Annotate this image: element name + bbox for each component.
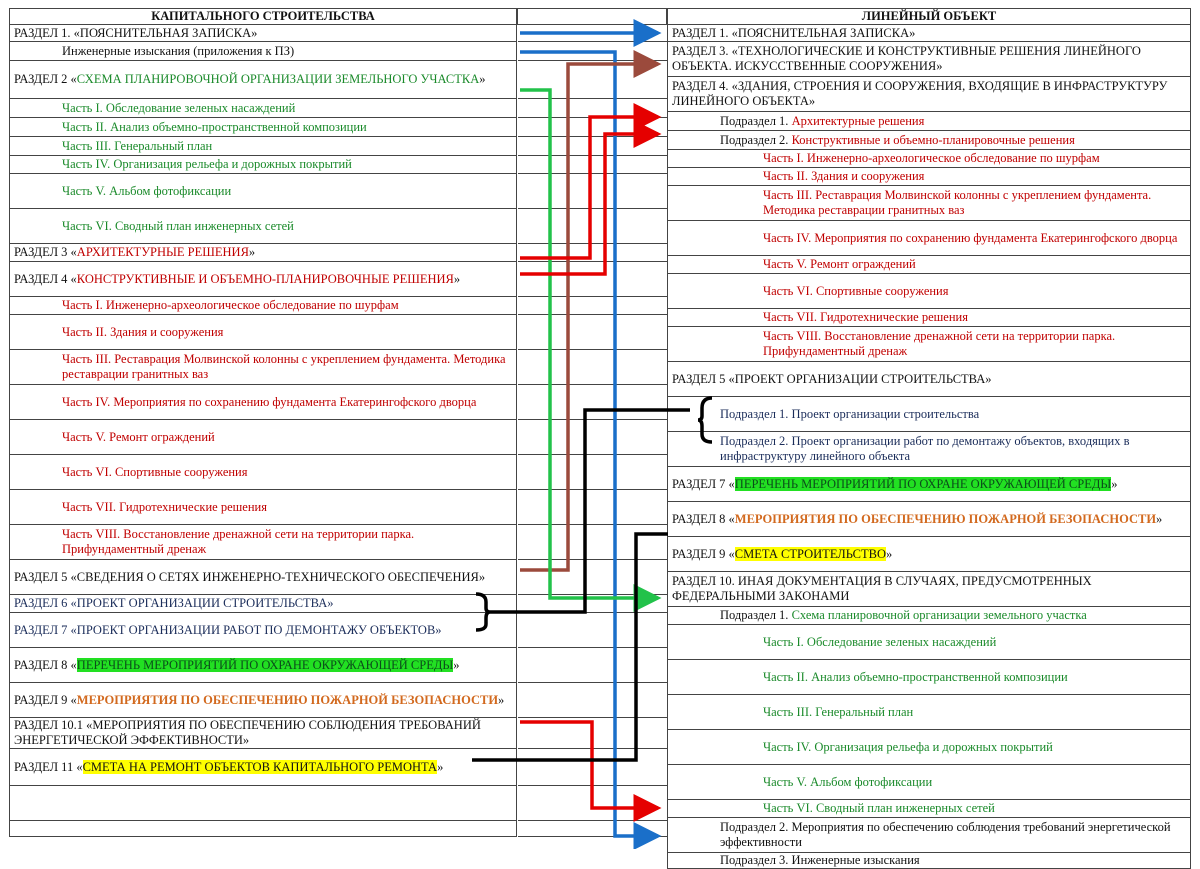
left-row-section-4-text-1: КОНСТРУКТИВНЫЕ И ОБЪЕМНО-ПЛАНИРОВОЧНЫЕ РЕШЕНИЯ — [76, 271, 454, 286]
right-row-s10-part-1: Часть I. Обследование зеленых насаждений — [668, 625, 1191, 660]
right-row-section-8-text-2: » — [1156, 511, 1163, 526]
right-row-sub2-part-3: Часть III. Реставрация Молвинской колонны с укреплением фундамента. Методика реставрации гранитных ваз — [668, 186, 1191, 221]
left-row-section-11-text-1: СМЕТА НА РЕМОНТ ОБЪЕКТОВ КАПИТАЛЬНОГО РЕМОНТА — [82, 759, 438, 774]
middle-cell — [518, 156, 667, 174]
left-row-section-9-text-0: РАЗДЕЛ 9 « — [14, 692, 77, 707]
right-row-sub-1-text-1: Архитектурные решения — [791, 113, 925, 128]
right-row-section-9-text-2: » — [885, 546, 893, 561]
right-row-s10-sub-1 — [668, 607, 1191, 625]
left-row-section-1: РАЗДЕЛ 1. «ПОЯСНИТЕЛЬНАЯ ЗАПИСКА» — [10, 25, 517, 42]
left-row-section-8 — [10, 648, 517, 683]
left-row-s2-part-6: Часть VI. Сводный план инженерных сетей — [10, 209, 517, 244]
right-row-section-9-text-1: СМЕТА СТРОИТЕЛЬСТВО — [734, 546, 886, 561]
left-row-section-4 — [10, 262, 517, 297]
right-row-section-7-text-1: ПЕРЕЧЕНЬ МЕРОПРИЯТИЙ ПО ОХРАНЕ ОКРУЖАЮЩЕЙ СРЕДЫ — [734, 476, 1112, 491]
left-row-s2-part-2: Часть II. Анализ объемно-пространственной композиции — [10, 118, 517, 137]
middle-cell — [518, 61, 667, 99]
middle-cell — [518, 99, 667, 118]
right-row-sub2-part-6: Часть VI. Спортивные сооружения — [668, 274, 1191, 309]
middle-cell — [518, 648, 667, 683]
middle-cell — [518, 244, 667, 262]
left-row-section-4-text-0: РАЗДЕЛ 4 « — [14, 271, 77, 286]
right-row-sub2-part-1: Часть I. Инженерно-археологическое обследование по шурфам — [668, 150, 1191, 168]
right-row-s10-part-4: Часть IV. Организация рельефа и дорожных покрытий — [668, 730, 1191, 765]
left-row-section-9-text-1: МЕРОПРИЯТИЯ ПО ОБЕСПЕЧЕНИЮ ПОЖАРНОЙ БЕЗОПАСНОСТИ — [76, 692, 499, 707]
middle-cell — [518, 209, 667, 244]
right-header: ЛИНЕЙНЫЙ ОБЪЕКТ — [668, 9, 1191, 25]
right-row-s10-sub-3: Подраздел 3. Инженерные изыскания — [668, 853, 1191, 869]
middle-arrow-column — [517, 8, 667, 837]
right-row-s10-part-2: Часть II. Анализ объемно-пространственной композиции — [668, 660, 1191, 695]
middle-cell — [518, 490, 667, 525]
left-table — [9, 8, 517, 837]
right-row-s5-sub-1: Подраздел 1. Проект организации строительства — [668, 397, 1191, 432]
left-row-s4-part-4: Часть IV. Мероприятия по сохранению фундамента Екатерингофского дворца — [10, 385, 517, 420]
right-row-section-9-text-0: РАЗДЕЛ 9 « — [672, 546, 735, 561]
left-row-section-3-text-1: АРХИТЕКТУРНЫЕ РЕШЕНИЯ — [76, 245, 249, 259]
right-row-s10-part-6: Часть VI. Сводный план инженерных сетей — [668, 800, 1191, 818]
middle-cell — [518, 42, 667, 61]
middle-cell — [518, 420, 667, 455]
right-row-section-8-text-1: МЕРОПРИЯТИЯ ПО ОБЕСПЕЧЕНИЮ ПОЖАРНОЙ БЕЗОПАСНОСТИ — [734, 511, 1157, 526]
left-row-s4-part-2: Часть II. Здания и сооружения — [10, 315, 517, 350]
left-row-section-11-text-2: » — [437, 759, 444, 774]
left-row-s4-part-6: Часть VI. Спортивные сооружения — [10, 455, 517, 490]
left-row-s2-part-3: Часть III. Генеральный план — [10, 137, 517, 156]
left-row-section-11-text-0: РАЗДЕЛ 11 « — [14, 759, 83, 774]
middle-cell — [518, 749, 667, 786]
left-row-section-7: РАЗДЕЛ 7 «ПРОЕКТ ОРГАНИЗАЦИИ РАБОТ ПО ДЕМОНТАЖУ ОБЪЕКТОВ» — [10, 613, 517, 648]
right-row-s10-part-3: Часть III. Генеральный план — [668, 695, 1191, 730]
middle-table — [517, 8, 667, 837]
left-row-s4-part-5: Часть V. Ремонт ограждений — [10, 420, 517, 455]
left-row-s2-part-4: Часть IV. Организация рельефа и дорожных покрытий — [10, 156, 517, 174]
right-row-section-7-text-0: РАЗДЕЛ 7 « — [672, 476, 735, 491]
right-row-sub2-part-7: Часть VII. Гидротехнические решения — [668, 309, 1191, 327]
left-row-section-2 — [10, 61, 517, 99]
right-row-section-9 — [668, 537, 1191, 572]
left-row-s4-part-8: Часть VIII. Восстановление дренажной сети на территории парка. Прифундаментный дренаж — [10, 525, 517, 560]
right-row-s5-sub-2: Подраздел 2. Проект организации работ по демонтажу объектов, входящих в инфраструктуру линейного объекта — [668, 432, 1191, 467]
left-row-section-8-text-0: РАЗДЕЛ 8 « — [14, 657, 77, 672]
right-row-s10-part-5: Часть V. Альбом фотофиксации — [668, 765, 1191, 800]
right-row-s10-sub-1-text-1: Схема планировочной организации земельного участка — [791, 608, 1087, 622]
left-row-surveys: Инженерные изыскания (приложения к ПЗ) — [10, 42, 517, 61]
middle-cell — [518, 385, 667, 420]
left-row-section-3-text-2: » — [248, 245, 256, 259]
left-row-s4-part-1: Часть I. Инженерно-археологическое обследование по шурфам — [10, 297, 517, 315]
middle-cell — [518, 455, 667, 490]
middle-cell — [518, 262, 667, 297]
left-column-capital-construction — [9, 8, 517, 837]
middle-cell — [518, 315, 667, 350]
right-row-section-7-text-2: » — [1111, 476, 1118, 491]
right-column-linear-object — [667, 8, 1191, 869]
right-row-section-7 — [668, 467, 1191, 502]
middle-cell — [518, 25, 667, 42]
left-row-section-9-text-2: » — [498, 692, 505, 707]
left-row-section-4-text-2: » — [453, 271, 461, 286]
right-row-s10-sub-1-text-0: Подраздел 1. — [720, 608, 792, 622]
middle-cell — [518, 350, 667, 385]
right-row-sub2-part-5: Часть V. Ремонт ограждений — [668, 256, 1191, 274]
middle-cell — [518, 821, 667, 837]
middle-cell — [518, 118, 667, 137]
right-row-section-4: РАЗДЕЛ 4. «ЗДАНИЯ, СТРОЕНИЯ И СООРУЖЕНИЯ, ВХОДЯЩИЕ В ИНФРАСТРУКТУРУ ЛИНЕЙНОГО ОБЪЕКТА» — [668, 77, 1191, 112]
middle-cell — [518, 174, 667, 209]
left-row-s4-part-3: Часть III. Реставрация Молвинской колонны с укреплением фундамента. Методика реставрации гранитных ваз — [10, 350, 517, 385]
right-row-section-10: РАЗДЕЛ 10. ИНАЯ ДОКУМЕНТАЦИЯ В СЛУЧАЯХ, ПРЕДУСМОТРЕННЫХ ФЕДЕРАЛЬНЫМИ ЗАКОНАМИ — [668, 572, 1191, 607]
left-row-section-9 — [10, 683, 517, 718]
left-row-section-11 — [10, 749, 517, 786]
left-row-empty-1 — [10, 786, 517, 821]
left-row-s2-part-1: Часть I. Обследование зеленых насаждений — [10, 99, 517, 118]
middle-header — [518, 9, 667, 25]
right-row-sub2-part-2: Часть II. Здания и сооружения — [668, 168, 1191, 186]
right-row-s10-sub-2: Подраздел 2. Мероприятия по обеспечению соблюдения требований энергетической эффективности — [668, 818, 1191, 853]
middle-cell — [518, 718, 667, 749]
left-row-section-8-text-2: » — [453, 657, 460, 672]
left-row-section-2-text-1: СХЕМА ПЛАНИРОВОЧНОЙ ОРГАНИЗАЦИИ ЗЕМЕЛЬНОГО УЧАСТКА — [76, 72, 480, 86]
left-row-empty-2 — [10, 821, 517, 837]
right-row-section-8-text-0: РАЗДЕЛ 8 « — [672, 511, 735, 526]
left-header: КАПИТАЛЬНОГО СТРОИТЕЛЬСТВА — [10, 9, 517, 25]
middle-cell — [518, 595, 667, 613]
left-row-section-10-1: РАЗДЕЛ 10.1 «МЕРОПРИЯТИЯ ПО ОБЕСПЕЧЕНИЮ СОБЛЮДЕНИЯ ТРЕБОВАНИЙ ЭНЕРГЕТИЧЕСКОЙ ЭФФЕКТИВНОСТИ» — [10, 718, 517, 749]
middle-cell — [518, 137, 667, 156]
middle-cell — [518, 786, 667, 821]
right-row-section-5: РАЗДЕЛ 5 «ПРОЕКТ ОРГАНИЗАЦИИ СТРОИТЕЛЬСТВА» — [668, 362, 1191, 397]
left-row-s4-part-7: Часть VII. Гидротехнические решения — [10, 490, 517, 525]
right-row-section-8 — [668, 502, 1191, 537]
right-row-sub-2 — [668, 131, 1191, 150]
middle-cell — [518, 525, 667, 560]
left-row-s2-part-5: Часть V. Альбом фотофиксации — [10, 174, 517, 209]
right-row-sub2-part-8: Часть VIII. Восстановление дренажной сети на территории парка. Прифундаментный дренаж — [668, 327, 1191, 362]
right-row-section-3: РАЗДЕЛ 3. «ТЕХНОЛОГИЧЕСКИЕ И КОНСТРУКТИВНЫЕ РЕШЕНИЯ ЛИНЕЙНОГО ОБЪЕКТА. ИСКУССТВЕННЫЕ СООРУЖЕНИЯ» — [668, 42, 1191, 77]
left-row-section-6: РАЗДЕЛ 6 «ПРОЕКТ ОРГАНИЗАЦИИ СТРОИТЕЛЬСТВА» — [10, 595, 517, 613]
right-row-sub-1-text-0: Подраздел 1. — [720, 113, 792, 128]
left-row-section-2-text-2: » — [479, 72, 486, 86]
left-row-section-3-text-0: РАЗДЕЛ 3 « — [14, 245, 77, 259]
right-row-sub-2-text-0: Подраздел 2. — [720, 132, 792, 147]
middle-cell — [518, 560, 667, 595]
left-row-section-5: РАЗДЕЛ 5 «СВЕДЕНИЯ О СЕТЯХ ИНЖЕНЕРНО-ТЕХНИЧЕСКОГО ОБЕСПЕЧЕНИЯ» — [10, 560, 517, 595]
right-table — [667, 8, 1191, 869]
right-row-section-1: РАЗДЕЛ 1. «ПОЯСНИТЕЛЬНАЯ ЗАПИСКА» — [668, 25, 1191, 42]
left-row-section-2-text-0: РАЗДЕЛ 2 « — [14, 72, 77, 86]
middle-cell — [518, 683, 667, 718]
middle-cell — [518, 297, 667, 315]
right-row-sub-1 — [668, 112, 1191, 131]
right-row-sub-2-text-1: Конструктивные и объемно-планировочные решения — [791, 132, 1075, 147]
right-row-sub2-part-4: Часть IV. Мероприятия по сохранению фундамента Екатерингофского дворца — [668, 221, 1191, 256]
left-row-section-8-text-1: ПЕРЕЧЕНЬ МЕРОПРИЯТИЙ ПО ОХРАНЕ ОКРУЖАЮЩЕЙ СРЕДЫ — [76, 657, 454, 672]
left-row-section-3 — [10, 244, 517, 262]
middle-cell — [518, 613, 667, 648]
